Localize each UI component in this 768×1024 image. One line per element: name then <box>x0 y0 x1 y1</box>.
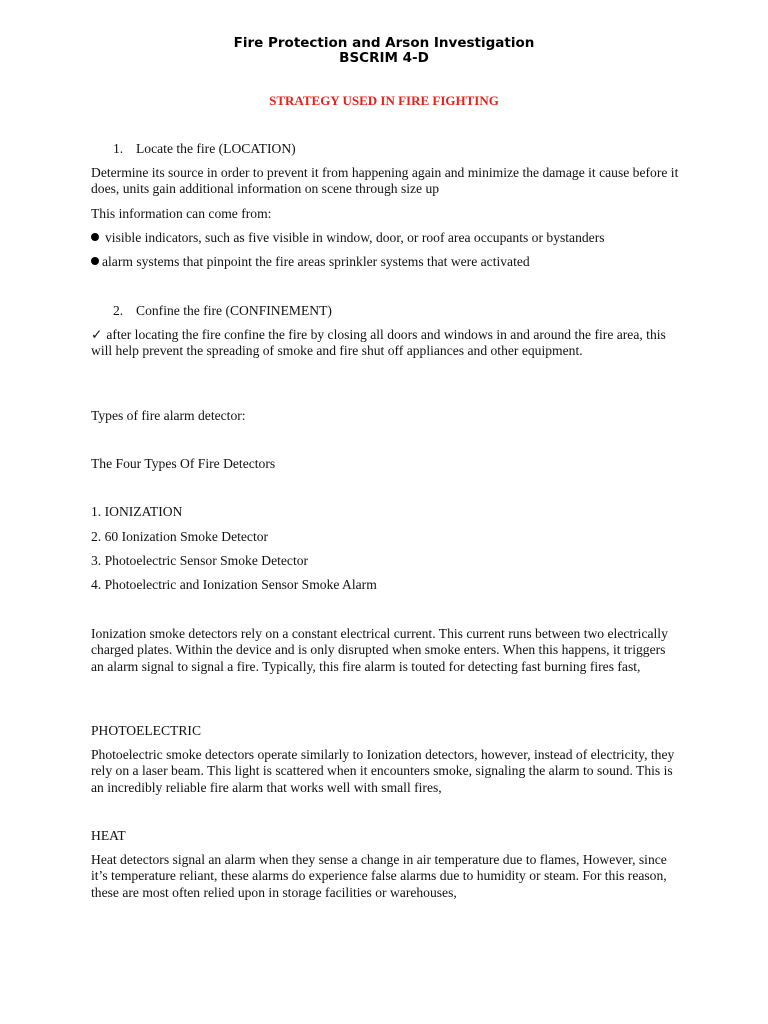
bullet-icon <box>91 257 99 265</box>
list-item: 4. Photoelectric and Ionization Sensor Smoke Alarm <box>91 577 377 592</box>
section-1-paragraph: Determine its source in order to prevent it from happening again and minimize the damage it cause before it does, units gain additional information on scene through size up <box>91 165 679 197</box>
section-2-text: after locating the fire confine the fire by closing all doors and windows in and around the fire area, this will help prevent the spreading of smoke and fire shut off appliances and other equipment. <box>91 327 666 359</box>
list-item: 3. Photoelectric Sensor Smoke Detector <box>91 553 309 568</box>
bullet-text: visible indicators, such as five visible in window, door, or roof area occupants or bystanders <box>105 230 605 245</box>
section-1-title: Locate the fire (LOCATION) <box>136 141 296 156</box>
section-2-number: 2. <box>113 303 124 318</box>
ionization-paragraph: Ionization smoke detectors rely on a constant electrical current. This current runs between two electrically charged plates. Within the device and is only disrupted when smoke enters. When this happens, it triggers an alarm signal to signal a fire. Typically, this fire alarm is touted for detecting fast burning fires fast, <box>91 626 668 674</box>
strategy-heading: STRATEGY USED IN FIRE FIGHTING <box>269 93 499 108</box>
document-subtitle: BSCRIM 4-D <box>339 50 429 66</box>
section-1-info-intro: This information can come from: <box>91 206 272 221</box>
list-item: 1. IONIZATION <box>91 504 183 519</box>
list-item: 2. 60 Ionization Smoke Detector <box>91 529 269 544</box>
section-2-title: Confine the fire (CONFINEMENT) <box>136 303 332 318</box>
section-2-heading <box>113 303 673 319</box>
photoelectric-heading: PHOTOELECTRIC <box>91 723 202 738</box>
types-heading: Types of fire alarm detector: <box>91 408 246 423</box>
bullet-item <box>91 230 681 246</box>
section-1-number: 1. <box>113 141 124 156</box>
section-1-heading <box>113 141 673 157</box>
bullet-item <box>91 254 681 270</box>
section-2-paragraph <box>91 327 681 360</box>
checkmark-icon: ✓ <box>91 327 103 342</box>
bullet-text: alarm systems that pinpoint the fire areas sprinkler systems that were activated <box>102 254 530 269</box>
four-types-heading: The Four Types Of Fire Detectors <box>91 456 276 471</box>
heat-paragraph: Heat detectors signal an alarm when they sense a change in air temperature due to flames, However, since it’s temperature reliant, these alarms do experience false alarms due to humidity or steam. For this reason, these are most often relied upon in storage facilities or warehouses, <box>91 852 667 900</box>
photoelectric-paragraph: Photoelectric smoke detectors operate similarly to Ionization detectors, however, instead of electricity, they rely on a laser beam. This light is scattered when it encounters smoke, signaling the alarm to sound. This is an incredibly reliable fire alarm that works well with small fires, <box>91 747 675 795</box>
heat-heading: HEAT <box>91 828 126 843</box>
document-title: Fire Protection and Arson Investigation <box>233 35 535 51</box>
bullet-icon <box>91 233 99 241</box>
